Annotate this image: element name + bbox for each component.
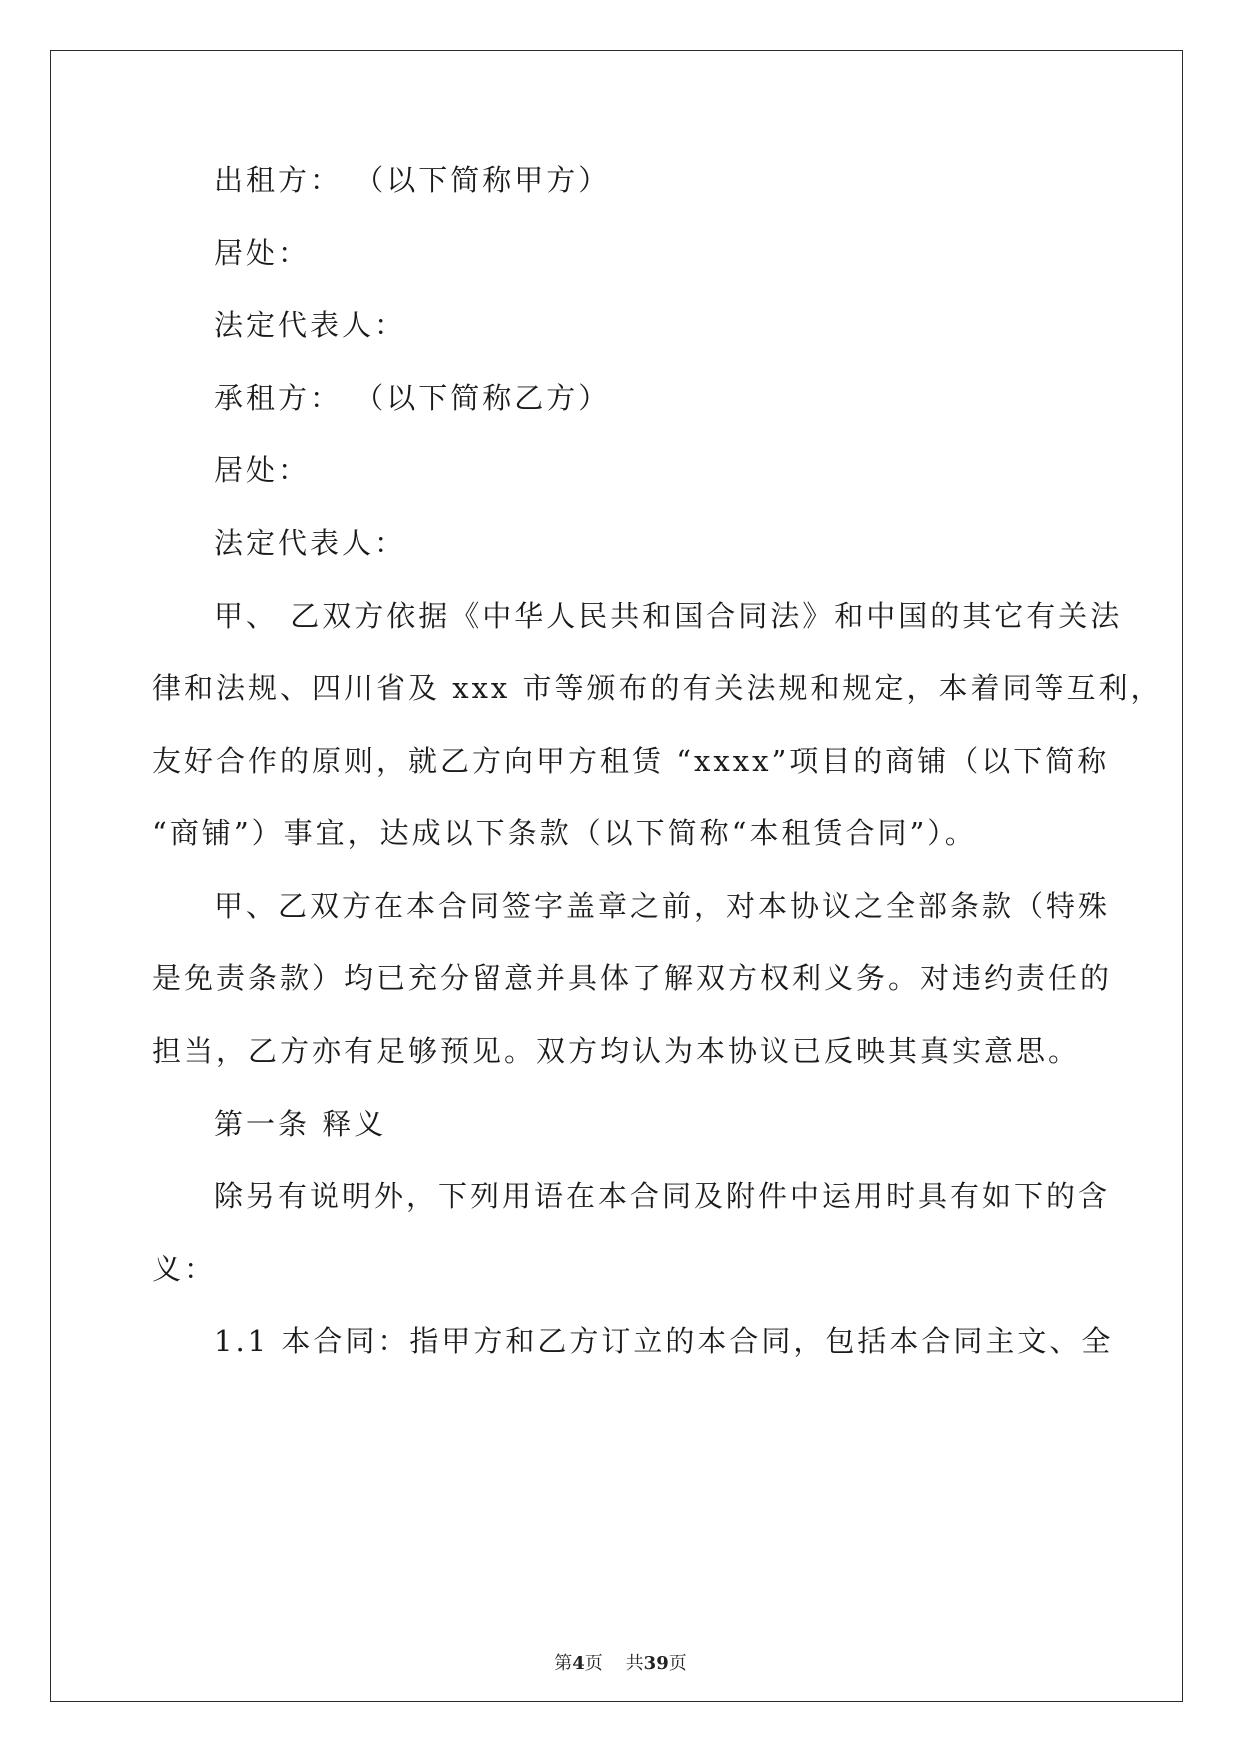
footer-total-pages: 39 <box>643 1653 669 1674</box>
paragraph-line: 甲、乙双方在本合同签字盖章之前，对本协议之全部条款（特殊 <box>214 889 1111 923</box>
paragraph-line: 友好合作的原则，就乙方向甲方租赁 “xxxx”项目的商铺（以下简称 <box>152 744 1110 778</box>
clause-line: 1.1 本合同：指甲方和乙方订立的本合同，包括本合同主文、全 <box>214 1324 1114 1358</box>
article-heading: 第一条 释义 <box>214 1107 387 1141</box>
lessor-representative-line: 法定代表人： <box>214 308 407 342</box>
lessor-address-line: 居处： <box>214 236 311 270</box>
footer-total-prefix: 共 <box>625 1653 644 1674</box>
footer-prefix: 第 <box>554 1653 573 1674</box>
paragraph-line: 是免责条款）均已充分留意并具体了解双方权利义务。对违约责任的 <box>152 961 1113 995</box>
lessee-representative-line: 法定代表人： <box>214 526 407 560</box>
footer-page-suffix: 页 <box>584 1653 603 1674</box>
paragraph-line: “商铺”）事宜，达成以下条款（以下简称“本租赁合同”）。 <box>152 816 977 850</box>
paragraph-line: 担当，乙方亦有足够预见。双方均认为本协议已反映其真实意思。 <box>152 1034 1081 1068</box>
lessee-line: 承租方： （以下简称乙方） <box>214 381 611 415</box>
page-footer <box>0 1652 1241 1676</box>
lessor-line: 出租方： （以下简称甲方） <box>214 163 611 197</box>
footer-total-suffix: 页 <box>668 1653 687 1674</box>
paragraph-line: 律和法规、四川省及 xxx 市等颁布的有关法规和规定，本着同等互利， <box>152 671 1163 705</box>
page-frame <box>50 50 1183 1702</box>
footer-page-number: 4 <box>572 1653 585 1674</box>
paragraph-line: 除另有说明外，下列用语在本合同及附件中运用时具有如下的含 <box>214 1179 1111 1213</box>
paragraph-line: 甲、 乙双方依据《中华人民共和国合同法》和中国的其它有关法 <box>214 599 1123 633</box>
paragraph-line: 义： <box>152 1252 217 1286</box>
lessee-address-line: 居处： <box>214 453 311 487</box>
